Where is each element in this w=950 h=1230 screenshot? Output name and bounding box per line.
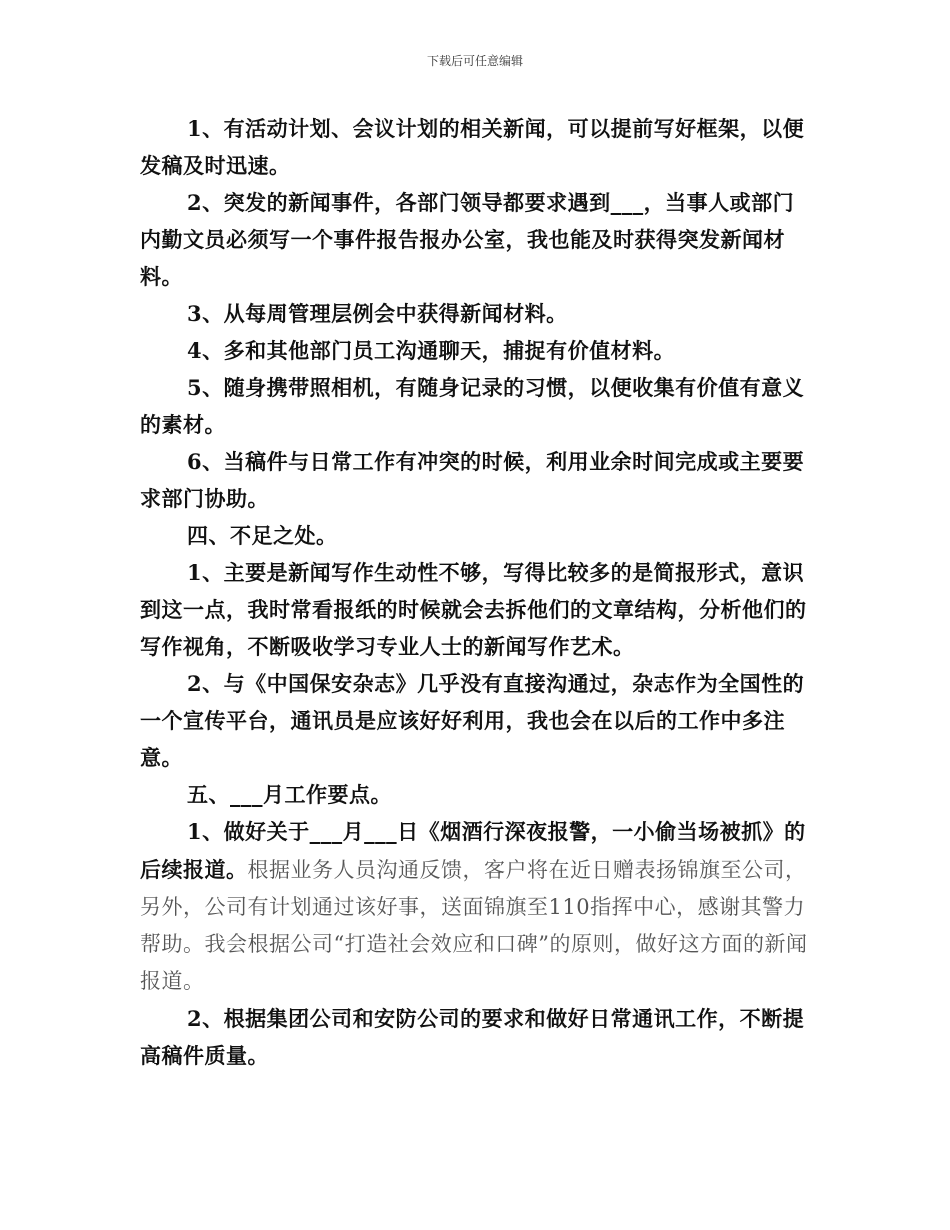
paragraph-5: 5、随身携带照相机，有随身记录的习惯，以便收集有价值有意义的素材。 <box>140 375 805 437</box>
paragraph-8: 2、与《中国保安杂志》几乎没有直接沟通过，杂志作为全国性的一个宣传平台，通讯员是应该好好利用，我也会在以后的工作中多注意。 <box>140 671 805 770</box>
paragraph-9 <box>140 813 812 1000</box>
section-heading-4: 四、不足之处。 <box>187 523 338 548</box>
paragraph-7: 1、主要是新闻写作生动性不够，写得比较多的是简报形式，意识到这一点，我时常看报纸的时候就会去拆他们的文章结构，分析他们的写作视角，不断吸收学习专业人士的新闻写作艺术。 <box>140 560 807 659</box>
page-header: 下载后可任意编辑 <box>426 54 523 68</box>
section-heading-5: 五、___月工作要点。 <box>187 782 392 807</box>
paragraph-2: 2、突发的新闻事件，各部门领导都要求遇到___，当事人或部门内勤文员必须写一个事件报告报办公室，我也能及时获得突发新闻材料。 <box>140 190 795 289</box>
paragraph-1: 1、有活动计划、会议计划的相关新闻，可以提前写好框架，以便发稿及时迅速。 <box>140 116 805 178</box>
paragraph-4: 4、多和其他部门员工沟通聊天，捕捉有价值材料。 <box>187 338 676 363</box>
document-body <box>140 110 812 1074</box>
paragraph-3: 3、从每周管理层例会中获得新闻材料。 <box>187 301 568 326</box>
paragraph-10: 2、根据集团公司和安防公司的要求和做好日常通讯工作，不断提高稿件质量。 <box>140 1006 805 1068</box>
paragraph-9-normal: 根据业务人员沟通反馈，客户将在近日赠表扬锦旗至公司，另外，公司有计划通过该好事，送面锦旗至110指挥中心，感谢其警力帮助。我会根据公司“打造社会效应和口碑”的原则，做好这方面的新闻报道。 <box>140 858 808 993</box>
paragraph-9-bold: 1、做好关于___月___日《烟酒行深夜报警，一小偷当场被抓》的后续报道。 <box>140 819 806 882</box>
paragraph-6: 6、当稿件与日常工作有冲突的时候，利用业余时间完成或主要要求部门协助。 <box>140 449 805 511</box>
